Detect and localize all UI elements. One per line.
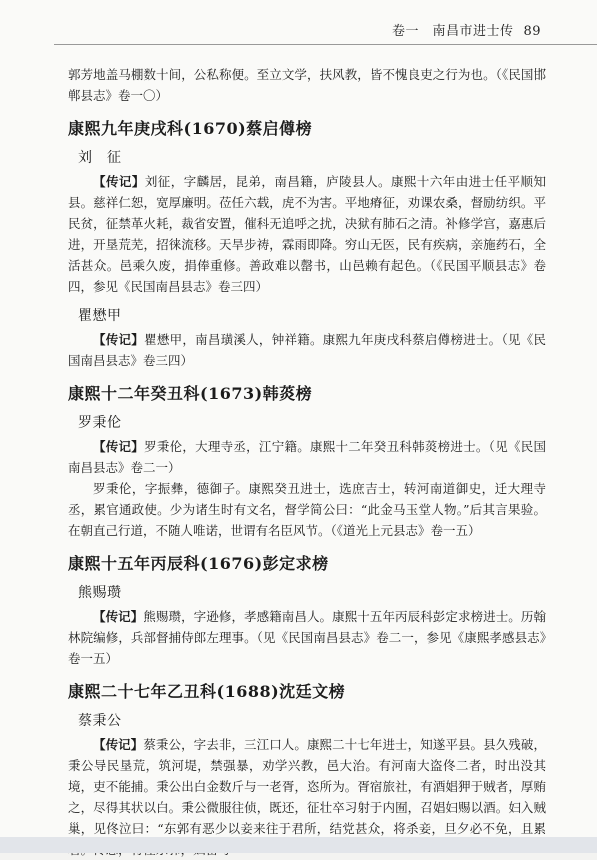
- header-rule: [54, 44, 597, 45]
- page-body: [68, 64, 546, 860]
- biography-paragraph: [68, 436, 546, 478]
- biography-text: 刘征，字麟居，昆弟，南昌籍，庐陵县人。康熙十六年由进士任平顺知县。慈祥仁恕，宽厚廉明。莅任六载，虎不为害。平地瘠征，劝课农桑，督励纺织。平民贫，征禁革火耗，裁省安置，催科无追呼之扰，决狱有肺石之清。补修学宫，嘉惠后进，开垦荒芜，招徕流移。天旱步祷，霖雨即降。穷山无医，民有疾病，亲施药石，全活甚众。邑乘久废，捐俸重修。善政难以罄书，山邑赖有起色。（《民国平顺县志》卷四，参见《民国南昌县志》卷三四）: [68, 174, 546, 294]
- biography-paragraph: [68, 478, 546, 541]
- biography-text: 熊赐瓒，字逊修，孝感籍南昌人。康熙十五年丙辰科彭定求榜进士。历翰林院编修，兵部督捕侍郎左理事。（见《民国南昌县志》卷二一，参见《康熙孝感县志》卷一五）: [68, 609, 546, 666]
- section-heading: 康熙九年庚戌科(1670)蔡启僔榜: [68, 119, 313, 138]
- opening-paragraph: 郭芳地盖马棚数十间，公私称便。至立文学，扶风教，皆不愧良吏之行为也。（《民国邯郸县志》卷一〇）: [68, 67, 546, 103]
- person-name: 蔡秉公: [78, 713, 122, 729]
- page-number: 89: [523, 24, 541, 39]
- biography-text: 罗秉伦，字振彝，德御子。康熙癸丑进士，选庶吉士，转河南道御史，迁大理寺丞，累官通政使。少为诸生时有文名，督学简公曰：“此金马玉堂人物。”后其言果验。在朝直己行道，不随人唯诺，世谓有名臣风节。（《道光上元县志》卷一五）: [68, 481, 546, 538]
- running-header: [392, 20, 541, 39]
- scan-margin: [0, 837, 597, 853]
- biography-tag: 【传记】: [93, 174, 145, 189]
- person-name: 瞿懋甲: [78, 308, 122, 324]
- biography-paragraph: [68, 171, 546, 297]
- chapter-title: 卷一 南昌市进士传: [391, 24, 514, 39]
- biography-paragraph: [68, 606, 546, 669]
- biography-tag: 【传记】: [93, 439, 145, 454]
- person-name: 罗秉伦: [78, 415, 122, 431]
- biography-tag: 【传记】: [93, 332, 145, 347]
- person-name: 熊赐瓒: [78, 585, 122, 601]
- biography-text: 罗秉伦，大理寺丞，江宁籍。康熙十二年癸丑科韩菼榜进士。（见《民国南昌县志》卷二一）: [68, 439, 546, 475]
- person-name: 刘 征: [78, 150, 122, 166]
- section-heading: 康熙十二年癸丑科(1673)韩菼榜: [68, 384, 313, 403]
- biography-paragraph: [68, 329, 546, 371]
- biography-text: 蔡秉公，字去非，三江口人。康熙二十七年进士，知遂平县。县久残破，秉公导民垦荒，筑河堤，禁强暴，劝学兴教，邑大治。有河南大盗佟二者，时出没其境，吏不能捕。秉公出白金数斤与一老胥，恣所为。胥宿旅社，有酒娼狎于贼者，厚贿之，尽得其状以白。秉公微服往侦，既还，征壮卒习射于内囿，召娼妇赐以酒。妇入贼巢，见佟泣曰：“东郭有恶少以妾来往于君所，结党甚众，将杀妾，旦夕必不免，且累: [68, 737, 546, 836]
- biography-text: 瞿懋甲，南昌璜溪人，钟祥籍。康熙九年庚戌科蔡启僔榜进士。（见《民国南昌县志》卷三四）: [68, 332, 546, 368]
- section-heading: 康熙二十七年乙丑科(1688)沈廷文榜: [68, 682, 346, 701]
- biography-tag: 【传记】: [93, 737, 144, 752]
- section-heading: 康熙十五年丙辰科(1676)彭定求榜: [68, 554, 329, 573]
- biography-tag: 【传记】: [93, 609, 144, 624]
